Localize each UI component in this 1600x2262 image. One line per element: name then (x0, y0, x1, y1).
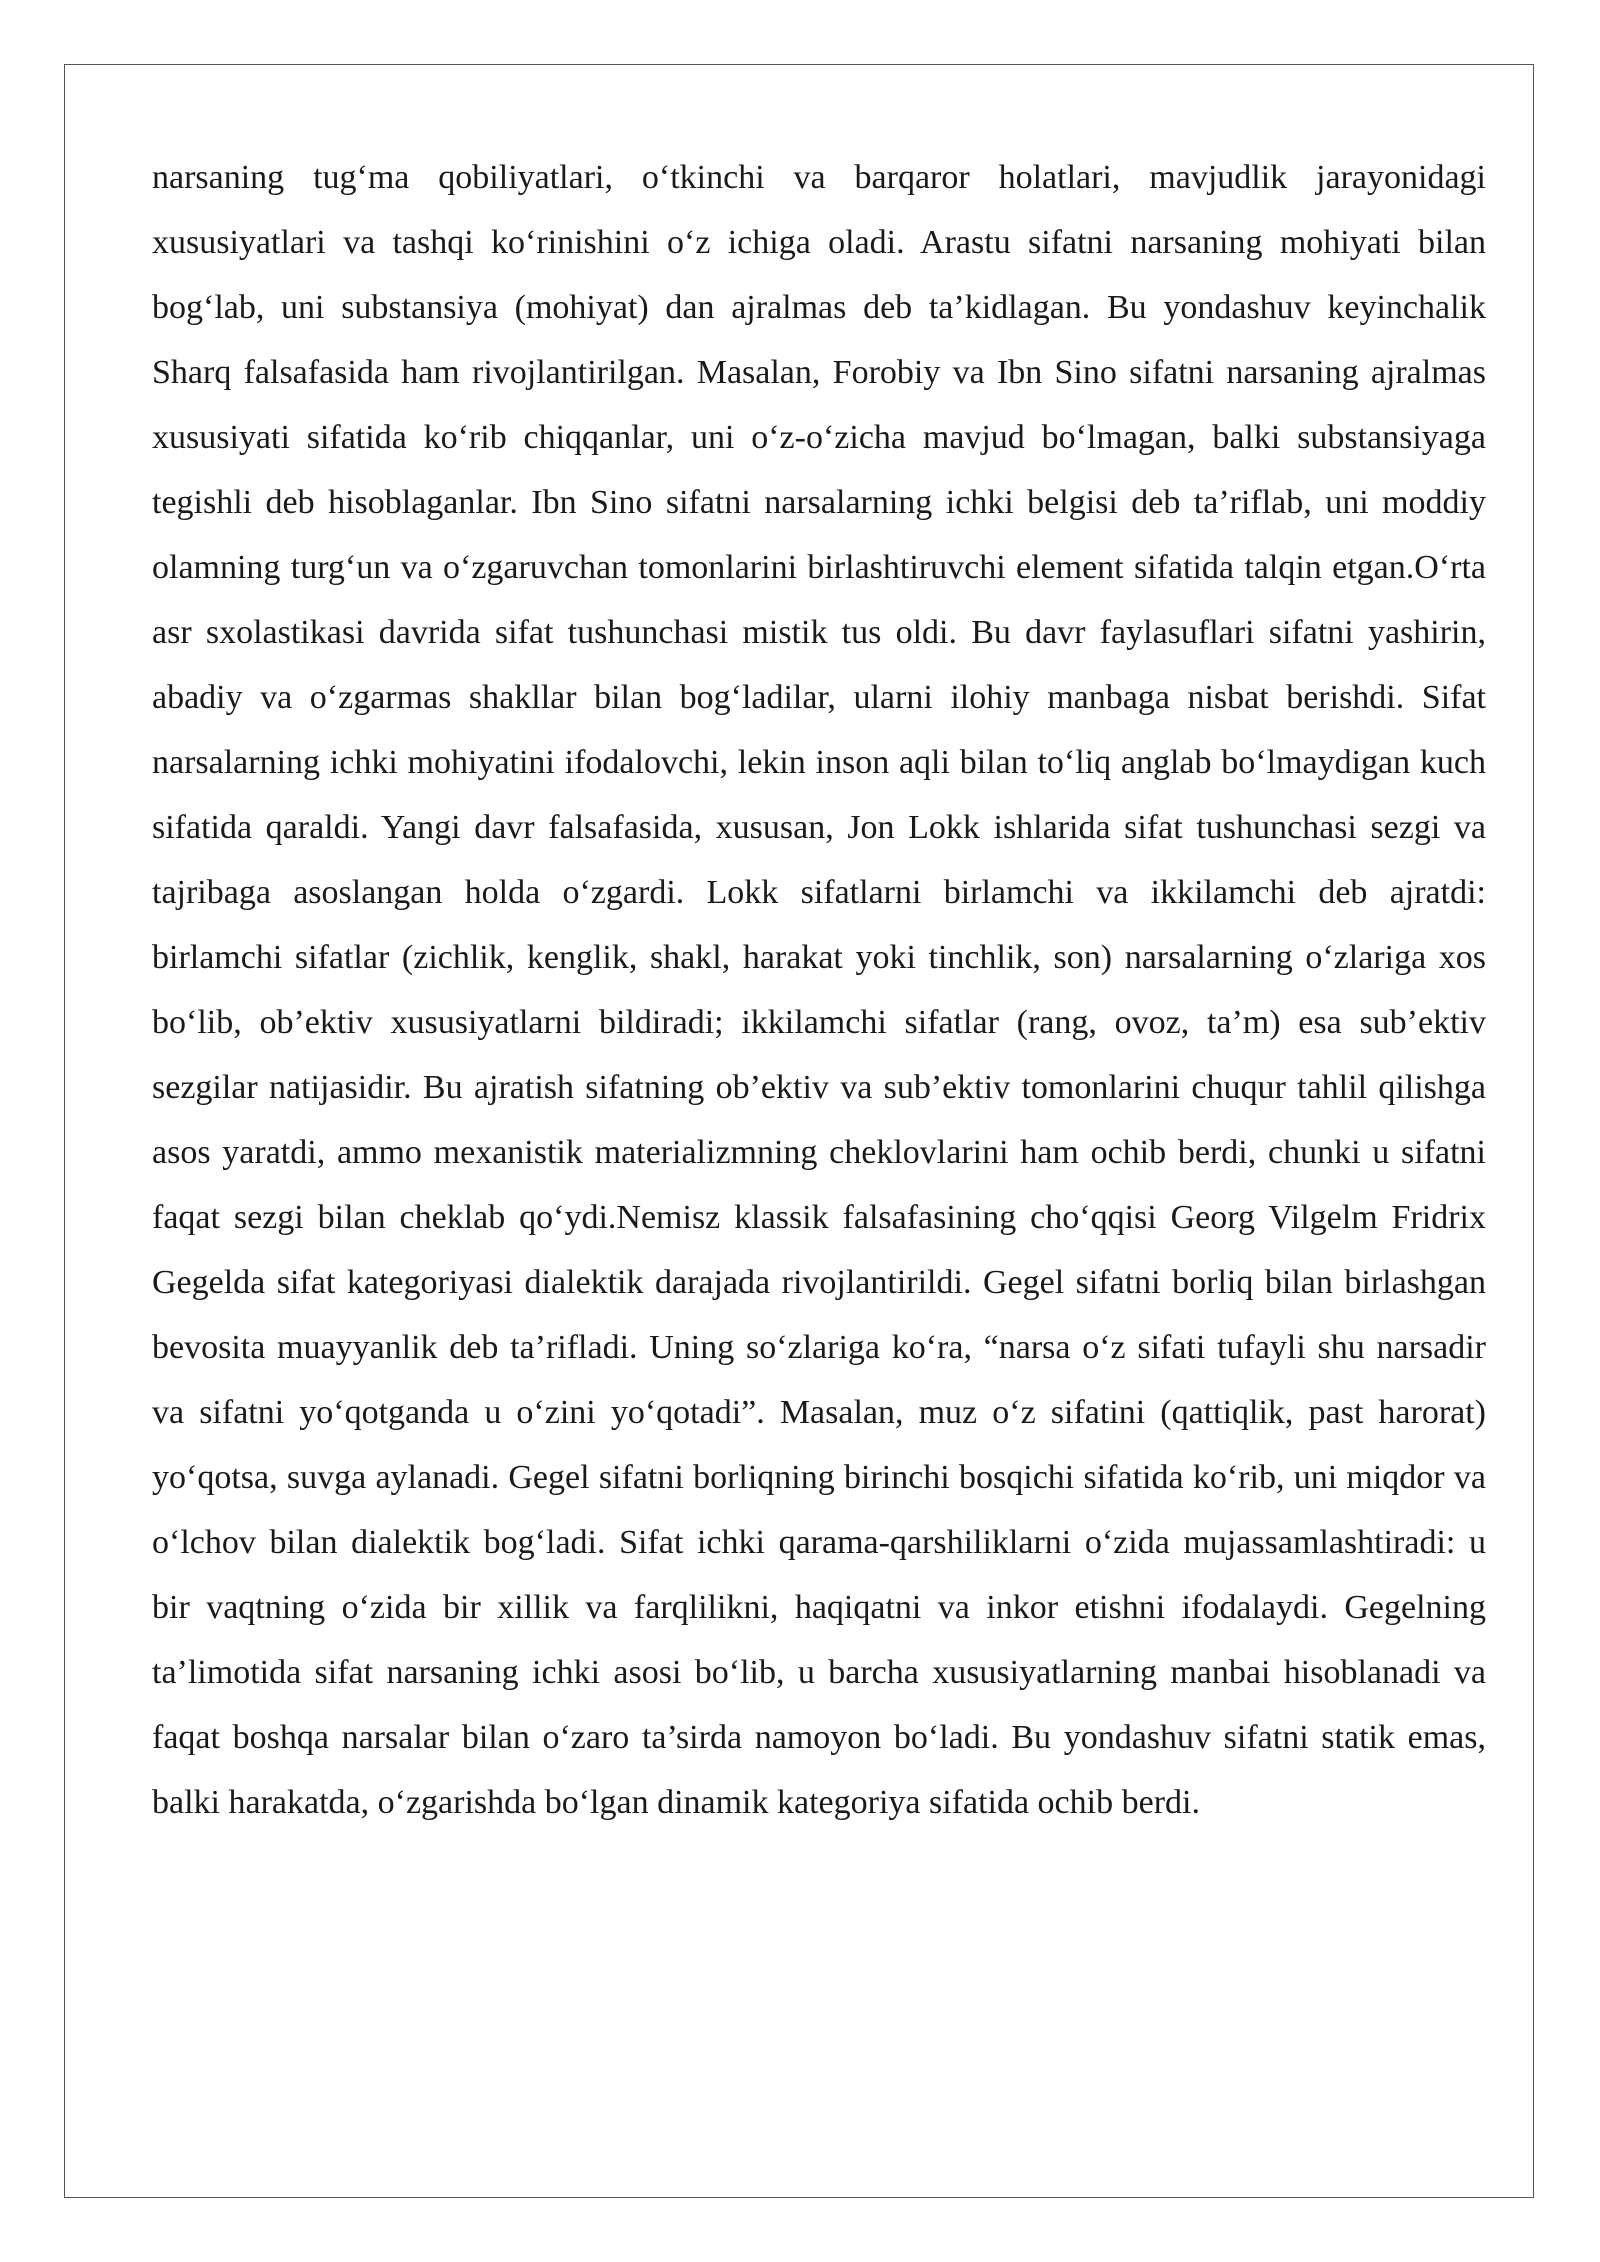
body-paragraph: narsaning tug‘ma qobiliyatlari, o‘tkinchi va barqaror holatlari, mavjudlik jarayonidagi xususiyatlari va tashqi ko‘rinishini o‘z ichiga oladi. Arastu sifatni narsaning mohiyati bilan bog‘lab, uni substansiya (mohiyat) dan ajralmas deb ta’kidlagan. Bu yondashuv keyinchalik Sharq falsafasida ham rivojlantirilgan. Masalan, Forobiy va Ibn Sino sifatni narsaning ajralmas xususiyati sifatida ko‘rib chiqqanlar, uni o‘z-o‘zicha mavjud bo‘lmagan, balki substansiyaga tegishli deb hisoblaganlar. Ibn Sino sifatni narsalarning ichki belgisi deb ta’riflab, uni moddiy olamning turg‘un va o‘zgaruvchan tomonlarini birlashtiruvchi element sifatida talqin etgan.O‘rta asr sxolastikasi davrida sifat tushunchasi mistik tus oldi. Bu davr faylasuflari sifatni yashirin, abadiy va o‘zgarmas shakllar bilan bog‘ladilar, ularni ilohiy manbaga nisbat berishdi. Sifat narsalarning ichki mohiyatini ifodalovchi, lekin inson aqli bilan to‘liq anglab bo‘lmaydigan kuch sifatida qaraldi. Yangi davr falsafasida, xususan, Jon Lokk ishlarida sifat tushunchasi sezgi va tajribaga asoslangan holda o‘zgardi. Lokk sifatlarni birlamchi va ikkilamchi deb ajratdi: birlamchi sifatlar (zichlik, kenglik, shakl, harakat yoki tinchlik, son) narsalarning o‘zlariga xos bo‘lib, ob’ektiv xususiyatlarni bildiradi; ikkilamchi sifatlar (rang, ovoz, ta’m) esa sub’ektiv sezgilar natijasidir. Bu ajratish sifatning ob’ektiv va sub’ektiv tomonlarini chuqur tahlil qilishga asos yaratdi, ammo mexanistik materializmning cheklovlarini ham ochib berdi, chunki u sifatni faqat sezgi bilan cheklab qo‘ydi.Nemisz klassik falsafasining cho‘qqisi Georg Vilgelm Fridrix Gegelda sifat kategoriyasi dialektik darajada rivojlantirildi. Gegel sifatni borliq bilan birlashgan bevosita muayyanlik deb ta’rifladi. Uning so‘zlariga ko‘ra, “narsa o‘z sifati tufayli shu narsadir va sifatni yo‘qotganda u o‘zini yo‘qotadi”. Masalan, muz o‘z sifatini (qattiqlik, past harorat) yo‘qotsa, suvga aylanadi. Gegel sifatni borliqning birinchi bosqichi sifatida ko‘rib, uni miqdor va o‘lchov bilan dialektik bog‘ladi. Sifat ichki qarama-qarshiliklarni o‘zida mujassamlashtiradi: u bir vaqtning o‘zida bir xillik va farqlilikni, haqiqatni va inkor etishni ifodalaydi. Gegelning ta’limotida sifat narsaning ichki asosi bo‘lib, u barcha xususiyatlarning manbai hisoblanadi va faqat boshqa narsalar bilan o‘zaro ta’sirda namoyon bo‘ladi. Bu yondashuv sifatni statik emas, balki harakatda, o‘zgarishda bo‘lgan dinamik kategoriya sifatida ochib berdi. (152, 159, 1486, 1821)
